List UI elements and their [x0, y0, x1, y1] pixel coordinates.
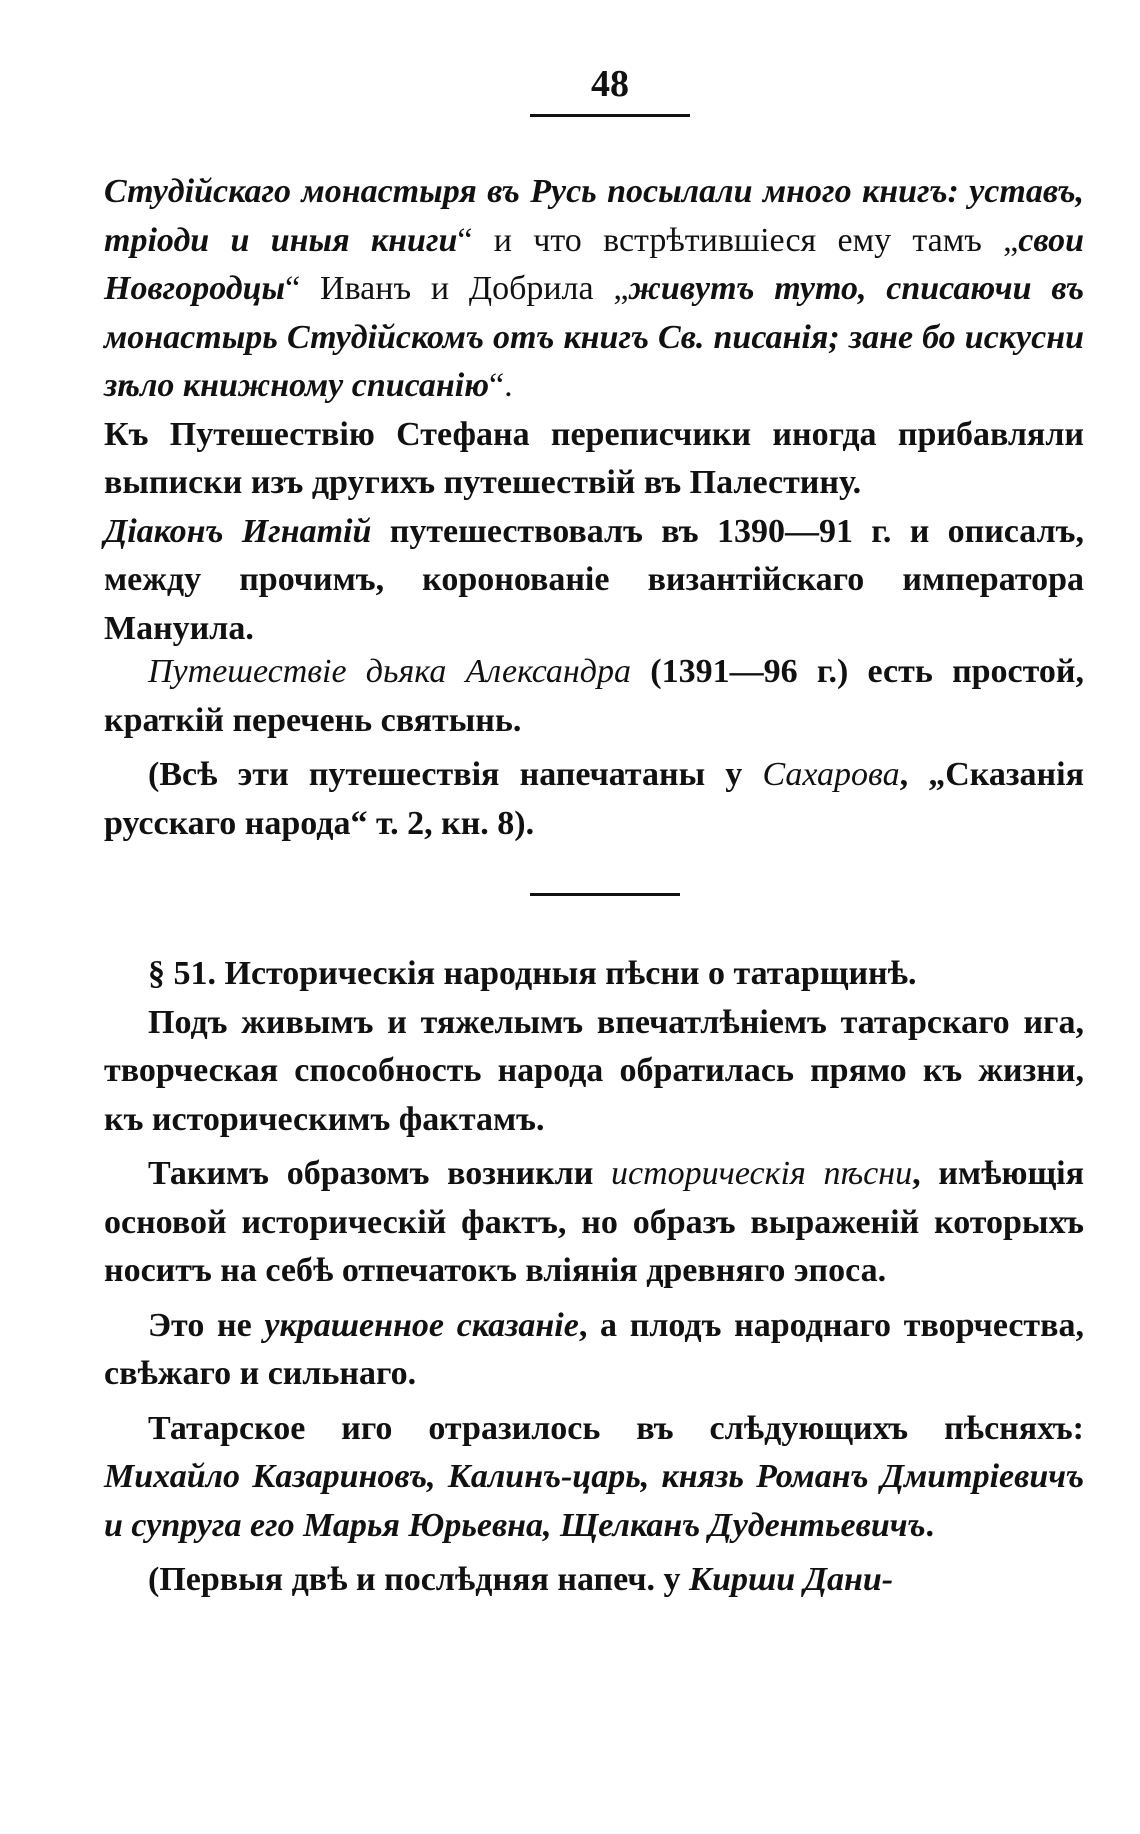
quote-italic: свои Новгородцы [104, 221, 1084, 307]
text-run: (1391—96 г.) есть простой, краткій перечень святынь. [104, 653, 1084, 739]
paragraph-impression [104, 999, 1084, 1145]
section-divider [530, 893, 680, 896]
paragraph-historical-songs [104, 1150, 1084, 1296]
header-rule [530, 114, 690, 117]
text-run: Подъ живымъ и тяжелымъ впечатлѣніемъ татарскаго ига, творческая способность народа обратилась прямо къ жизни, къ историческимъ фактамъ. [104, 1003, 1084, 1138]
text-run: Къ Путешествію Стефана переписчики иногда прибавляли выписки изъ другихъ путешествій въ Палестину. [104, 415, 1084, 501]
text-block-top [104, 168, 1084, 653]
text-run: “ Иванъ и Добрила „ [285, 270, 629, 307]
text-run: Это не [148, 1306, 265, 1344]
text-run: Такимъ образомъ возникли [148, 1155, 612, 1192]
text-run: Татарское иго отразилось въ слѣдующихъ пѣсняхъ: [148, 1409, 1084, 1447]
text-run: (Всѣ эти путешествія напечатаны у [148, 756, 763, 793]
section-heading: § 51. Историческія народныя пѣсни о татарщинѣ. [148, 955, 917, 992]
text-block-section-51 [104, 950, 1084, 1605]
title-italic: Путешествіе дьяка Александра [148, 653, 632, 690]
term-italic: украшенное сказаніе [264, 1306, 579, 1344]
paragraph-not-embellished [104, 1302, 1084, 1399]
text-run: , а плодъ народнаго творчества, свѣжаго и сильнаго. [104, 1306, 1084, 1392]
paragraph-song-list [104, 1405, 1084, 1551]
text-run: (Первыя двѣ и послѣдняя напеч. у [148, 1561, 690, 1598]
quote-italic: Студійскаго монастыря въ Русь посылали много книгъ: уставъ, тріоди и иныя книги [104, 173, 1084, 259]
page-number: 48 [591, 63, 629, 105]
quote-italic: живутъ туто, списаючи въ монастырь Студійскомъ отъ книгъ Св. писанія; зане бо искусни зѣло книжному списанію [104, 270, 1084, 404]
paragraph-sakharov [104, 751, 1084, 848]
text-run: , имѣющія основой историческій фактъ, но образъ выраженій которыхъ носитъ на себѣ отпечатокъ вліянія древняго эпоса. [104, 1155, 1085, 1289]
text-block-middle [104, 648, 1084, 848]
song-titles-italic: Михайло Казариновъ, Калинъ-царь, князь Романъ Дмитріевичъ и супруга его Марья Юрьевна, Щелканъ Дудентьевичъ [104, 1458, 1084, 1544]
paragraph-ignatiy [104, 508, 1084, 654]
paragraph-alexander [104, 648, 1084, 745]
paragraph-kirsha [104, 1556, 1084, 1605]
text-run: , „Сказанія русскаго народа“ т. 2, кн. 8). [104, 756, 1084, 842]
text-run: . [925, 1506, 934, 1544]
text-run: путешествовалъ въ 1390—91 г. и описалъ, между прочимъ, коронованіе византійскаго императора Мануила. [104, 512, 1084, 647]
text-run: “ и что встрѣтившіеся ему тамъ „ [457, 221, 1019, 259]
author-italic: Сахарова [762, 756, 900, 793]
text-run: “. [489, 367, 513, 404]
name-italic: Діаконъ Игнатій [104, 512, 372, 550]
term-italic: историческія пѣсни [611, 1155, 913, 1192]
paragraph-stefan [104, 411, 1084, 508]
author-italic: Кирши Дани- [689, 1561, 894, 1598]
paragraph-studion [104, 168, 1084, 411]
